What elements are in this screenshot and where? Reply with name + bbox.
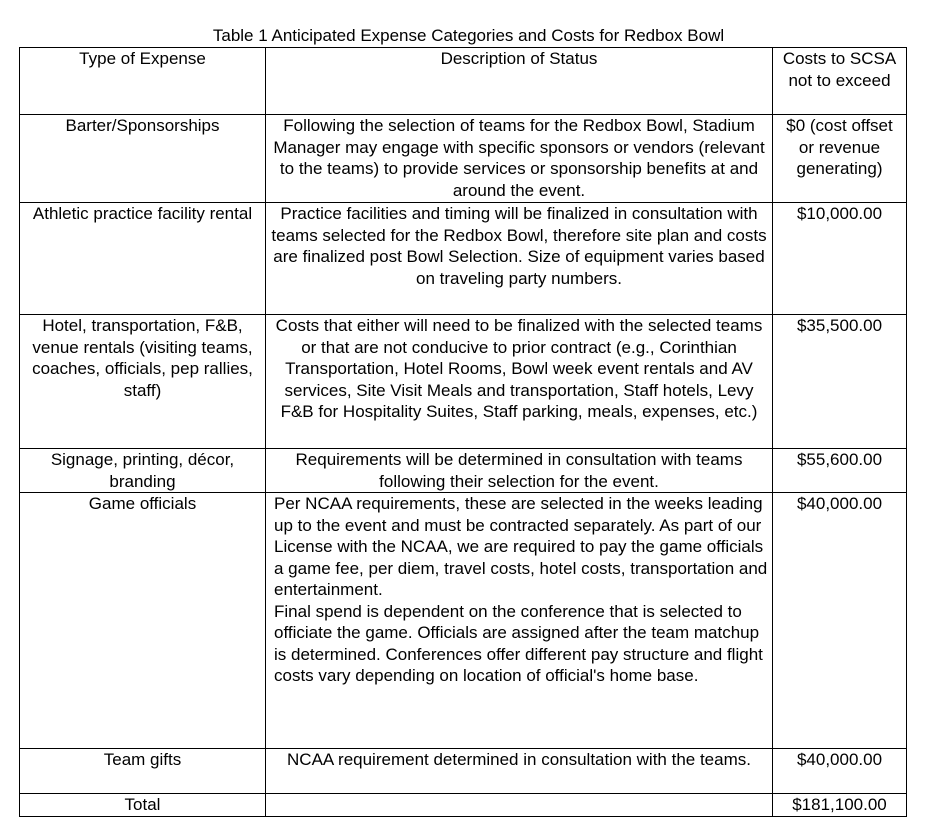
expense-description: Costs that either will need to be finalized with the selected teams or that are not conducive to prior contract (e.g., Corinthian Transportation, Hotel Rooms, Bowl week event rentals and AV services, Site Visit Meals and transportation, Staff hotels, Levy F&B for Hospitality Suites, Staff parking, meals, expenses, etc.) <box>266 315 773 449</box>
total-label: Total <box>20 794 266 817</box>
expense-type: Team gifts <box>20 749 266 794</box>
total-row <box>20 794 907 817</box>
expense-description: Requirements will be determined in consultation with teams following their selection for the event. <box>266 449 773 493</box>
expense-cost: $40,000.00 <box>773 493 907 749</box>
table-row <box>20 749 907 794</box>
table-caption: Table 1 Anticipated Expense Categories and Costs for Redbox Bowl <box>212 26 725 45</box>
header-row <box>20 48 907 115</box>
table-row <box>20 449 907 493</box>
expense-type: Hotel, transportation, F&B, venue rentals (visiting teams, coaches, officials, pep rallies, staff) <box>20 315 266 449</box>
expense-cost: $55,600.00 <box>773 449 907 493</box>
description-paragraph: Per NCAA requirements, these are selected in the weeks leading up to the event and must be contracted separately. As part of our License with the NCAA, we are required to pay the game officials a game fee, per diem, travel costs, hotel costs, transportation and entertainment. <box>274 494 768 599</box>
table-row <box>20 315 907 449</box>
expense-table <box>19 47 907 817</box>
expense-type: Athletic practice facility rental <box>20 203 266 315</box>
header-cost: Costs to SCSA not to exceed <box>773 48 907 115</box>
header-description: Description of Status <box>266 48 773 115</box>
expense-type: Game officials <box>20 493 266 749</box>
table-row <box>20 115 907 203</box>
expense-cost: $10,000.00 <box>773 203 907 315</box>
expense-description: Practice facilities and timing will be finalized in consultation with teams selected for the Redbox Bowl, therefore site plan and costs are finalized post Bowl Selection. Size of equipment varies based on traveling party numbers. <box>266 203 773 315</box>
table-row <box>20 493 907 749</box>
expense-cost: $35,500.00 <box>773 315 907 449</box>
description-paragraph: Final spend is dependent on the conference that is selected to officiate the game. Officials are assigned after the team matchup is determined. Conferences offer different pay structure and flight costs vary depending on location of official's home base. <box>274 601 763 685</box>
expense-cost: $0 (cost offset or revenue generating) <box>773 115 907 203</box>
expense-description <box>266 493 773 749</box>
expense-description: Following the selection of teams for the Redbox Bowl, Stadium Manager may engage with specific sponsors or vendors (relevant to the teams) to provide services or sponsorship benefits at and around the event. <box>266 115 773 203</box>
expense-type: Barter/Sponsorships <box>20 115 266 203</box>
total-cost: $181,100.00 <box>773 794 907 817</box>
expense-type: Signage, printing, décor, branding <box>20 449 266 493</box>
total-description <box>266 794 773 817</box>
expense-cost: $40,000.00 <box>773 749 907 794</box>
expense-description: NCAA requirement determined in consultation with the teams. <box>266 749 773 794</box>
header-type: Type of Expense <box>20 48 266 115</box>
table-row <box>20 203 907 315</box>
